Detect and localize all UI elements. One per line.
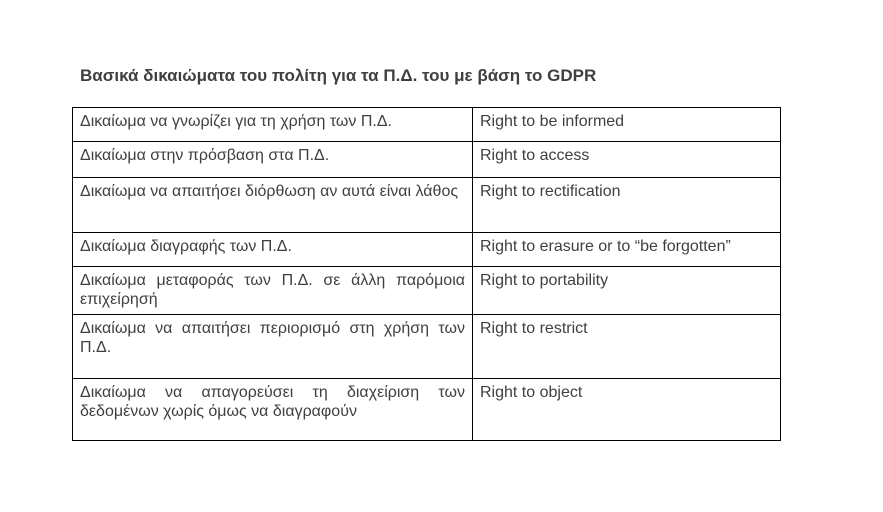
cell-greek-right: Δικαίωμα να απαγορεύσει τη διαχείριση των δεδομένων χωρίς όμως να διαγραφούν [73, 379, 473, 441]
gdpr-rights-table-body [73, 108, 781, 441]
cell-greek-right: Δικαίωμα να απαιτήσει περιορισμό στη χρήση των Π.Δ. [73, 315, 473, 379]
table-row [73, 267, 781, 315]
page-title: Βασικά δικαιώματα του πολίτη για τα Π.Δ. του με βάση το GDPR [80, 66, 597, 85]
cell-english-right: Right to access [473, 142, 781, 178]
cell-english-right: Right to object [473, 379, 781, 441]
gdpr-rights-table [72, 107, 781, 441]
table-row [73, 108, 781, 142]
cell-english-right: Right to erasure or to “be forgotten” [473, 233, 781, 267]
cell-english-right: Right to be informed [473, 108, 781, 142]
cell-greek-right: Δικαίωμα να γνωρίζει για τη χρήση των Π.Δ. [73, 108, 473, 142]
cell-greek-right: Δικαίωμα στην πρόσβαση στα Π.Δ. [73, 142, 473, 178]
table-row [73, 178, 781, 233]
table-row [73, 233, 781, 267]
table-row [73, 315, 781, 379]
table-row [73, 379, 781, 441]
cell-english-right: Right to portability [473, 267, 781, 315]
cell-greek-right: Δικαίωμα μεταφοράς των Π.Δ. σε άλλη παρόμοια επιχείρησή [73, 267, 473, 315]
cell-english-right: Right to restrict [473, 315, 781, 379]
cell-english-right: Right to rectification [473, 178, 781, 233]
cell-greek-right: Δικαίωμα να απαιτήσει διόρθωση αν αυτά είναι λάθος [73, 178, 473, 233]
table-row [73, 142, 781, 178]
cell-greek-right: Δικαίωμα διαγραφής των Π.Δ. [73, 233, 473, 267]
